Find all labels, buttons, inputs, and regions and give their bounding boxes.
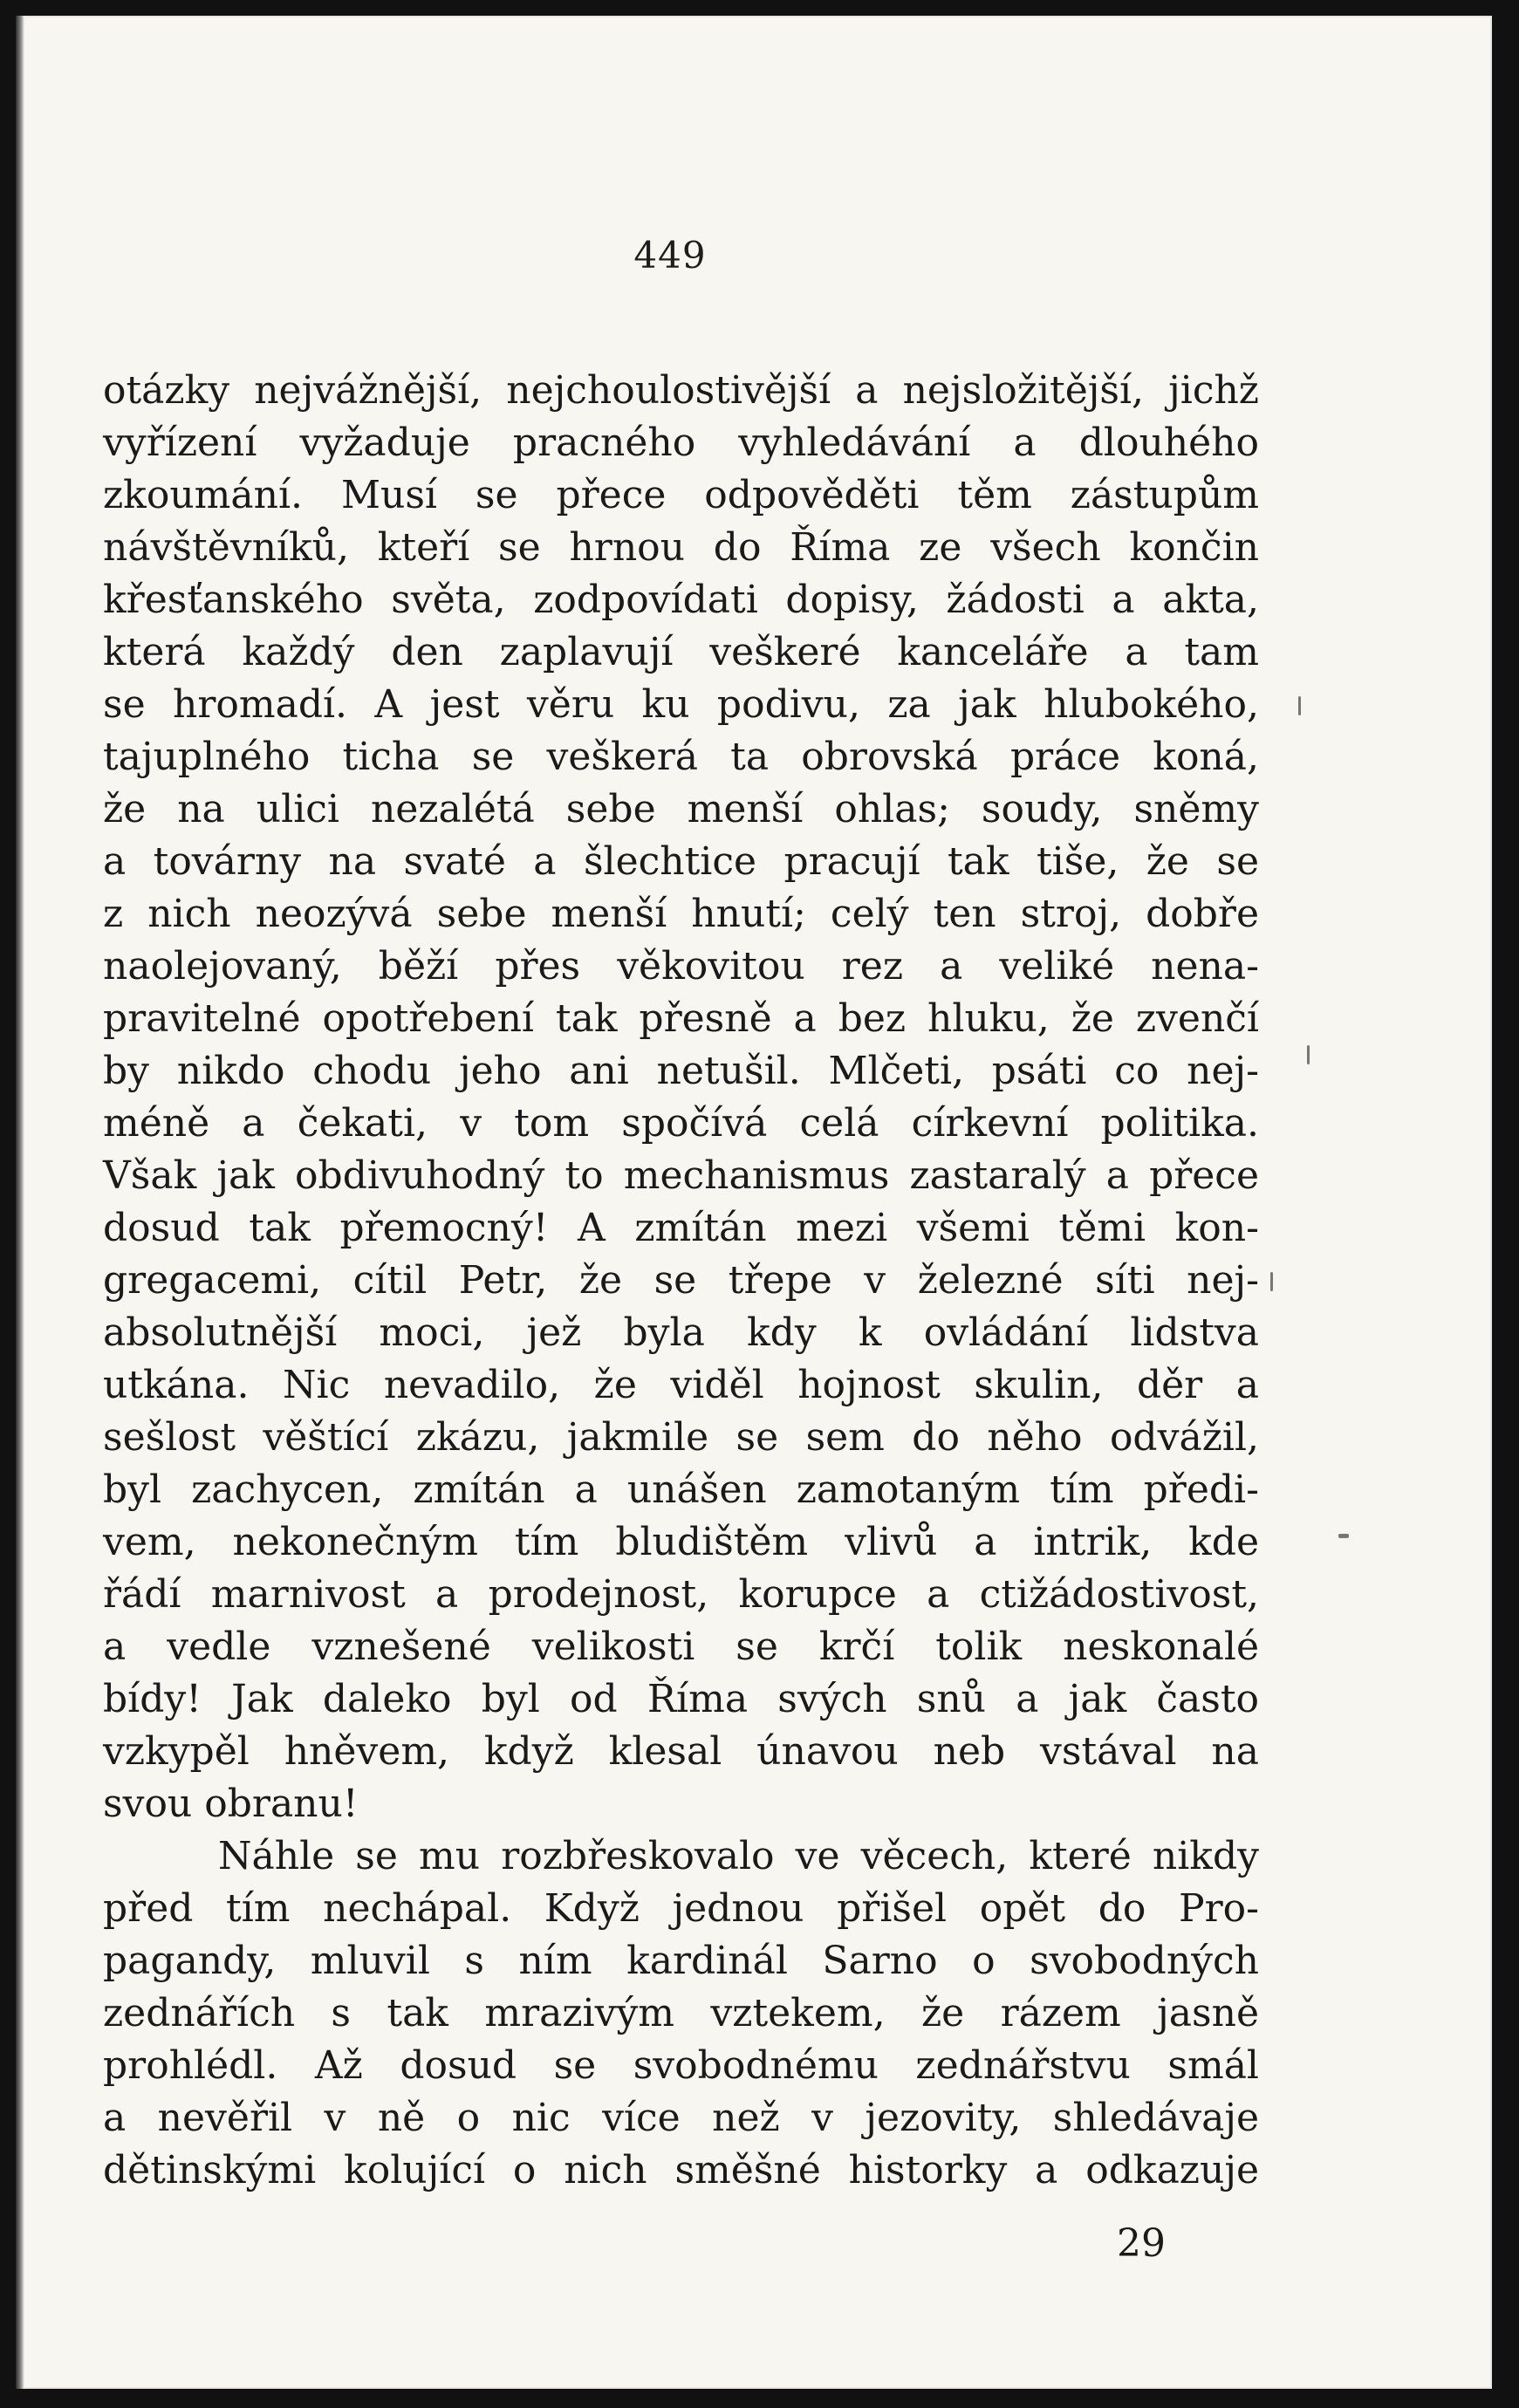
text-line: před tím nechápal. Když jednou přišel opět do Pro- — [103, 1886, 1259, 1931]
text-line: byl zachycen, zmítán a unášen zamotaným tím předi- — [103, 1467, 1259, 1512]
text-line: pravitelné opotřebení tak přesně a bez hluku, že zvenčí — [103, 996, 1259, 1041]
text-line: zednářích s tak mrazivým vztekem, že rázem jasně — [103, 1991, 1259, 2035]
text-line: návštěvníků, kteří se hrnou do Říma ze všech končin — [103, 525, 1259, 570]
text-line: Však jak obdivuhodný to mechanismus zastaralý a přece — [103, 1153, 1259, 1198]
text-line: zkoumání. Musí se přece odpověděti těm zástupům — [103, 473, 1259, 517]
page-left-edge — [16, 16, 24, 2389]
body-text — [103, 365, 1259, 2197]
text-line: absolutnější moci, jež byla kdy k ovládání lidstva — [103, 1310, 1259, 1355]
text-line: tajuplného ticha se veškerá ta obrovská práce koná, — [103, 735, 1259, 779]
text-line: z nich neozývá sebe menší hnutí; celý ten stroj, dobře — [103, 892, 1259, 936]
text-line: a vedle vznešené velikosti se krčí tolik neskonalé — [103, 1625, 1259, 1669]
text-line: naolejovaný, běží přes věkovitou rez a veliké nena- — [103, 944, 1259, 989]
text-line: vyřízení vyžaduje pracného vyhledávání a dlouhého — [103, 421, 1259, 465]
scan-speck — [1338, 1534, 1349, 1538]
text-line: by nikdo chodu jeho ani netušil. Mlčeti, psáti co nej- — [103, 1049, 1259, 1093]
text-line: otázky nejvážnější, nejchoulostivější a nejsložitější, jichž — [103, 368, 1259, 413]
text-line: a nevěřil v ně o nic více než v jezovity, shledávaje — [103, 2096, 1259, 2140]
text-line: pagandy, mluvil s ním kardinál Sarno o svobodných — [103, 1939, 1259, 1983]
scan-speck — [1270, 1272, 1273, 1291]
scan-speck — [1307, 1045, 1310, 1064]
text-line: dosud tak přemocný! A zmítán mezi všemi těmi kon- — [103, 1206, 1259, 1250]
text-line: utkána. Nic nevadilo, že viděl hojnost skulin, děr a — [103, 1363, 1259, 1407]
text-line: která každý den zaplavují veškeré kanceláře a tam — [103, 630, 1259, 674]
text-line: a továrny na svaté a šlechtice pracují tak tiše, že se — [103, 839, 1259, 884]
text-line: dětinskými kolující o nich směšné historky a odkazuje — [103, 2148, 1259, 2193]
text-line: vem, nekonečným tím bludištěm vlivů a intrik, kde — [103, 1520, 1259, 1564]
text-line: křesťanského světa, zodpovídati dopisy, žádosti a akta, — [103, 578, 1259, 622]
text-line: řádí marnivost a prodejnost, korupce a ctižádostivost, — [103, 1572, 1259, 1617]
book-page — [16, 16, 1492, 2389]
scan-speck — [1298, 696, 1301, 715]
text-line: méně a čekati, v tom spočívá celá církevní politika. — [103, 1101, 1259, 1146]
text-line: sešlost věštící zkázu, jakmile se sem do něho odvážil, — [103, 1415, 1259, 1460]
text-line: bídy! Jak daleko byl od Říma svých snů a jak často — [103, 1677, 1259, 1721]
text-line: se hromadí. A jest věru ku podivu, za jak hlubokého, — [103, 682, 1259, 727]
text-line: že na ulici nezalétá sebe menší ohlas; soudy, sněmy — [103, 787, 1259, 831]
paragraph-first-line: Náhle se mu rozbřeskovalo ve věcech, které nikdy — [218, 1834, 1259, 1878]
signature-mark: 29 — [1117, 2221, 1166, 2266]
text-line: svou obranu! — [103, 1782, 359, 1826]
text-line: vzkypěl hněvem, když klesal únavou neb vstával na — [103, 1729, 1259, 1774]
text-line: prohlédl. Až dosud se svobodnému zednářstvu smál — [103, 2043, 1259, 2088]
text-line: gregacemi, cítil Petr, že se třepe v železné síti nej- — [103, 1258, 1259, 1303]
page-number: 449 — [633, 234, 707, 277]
